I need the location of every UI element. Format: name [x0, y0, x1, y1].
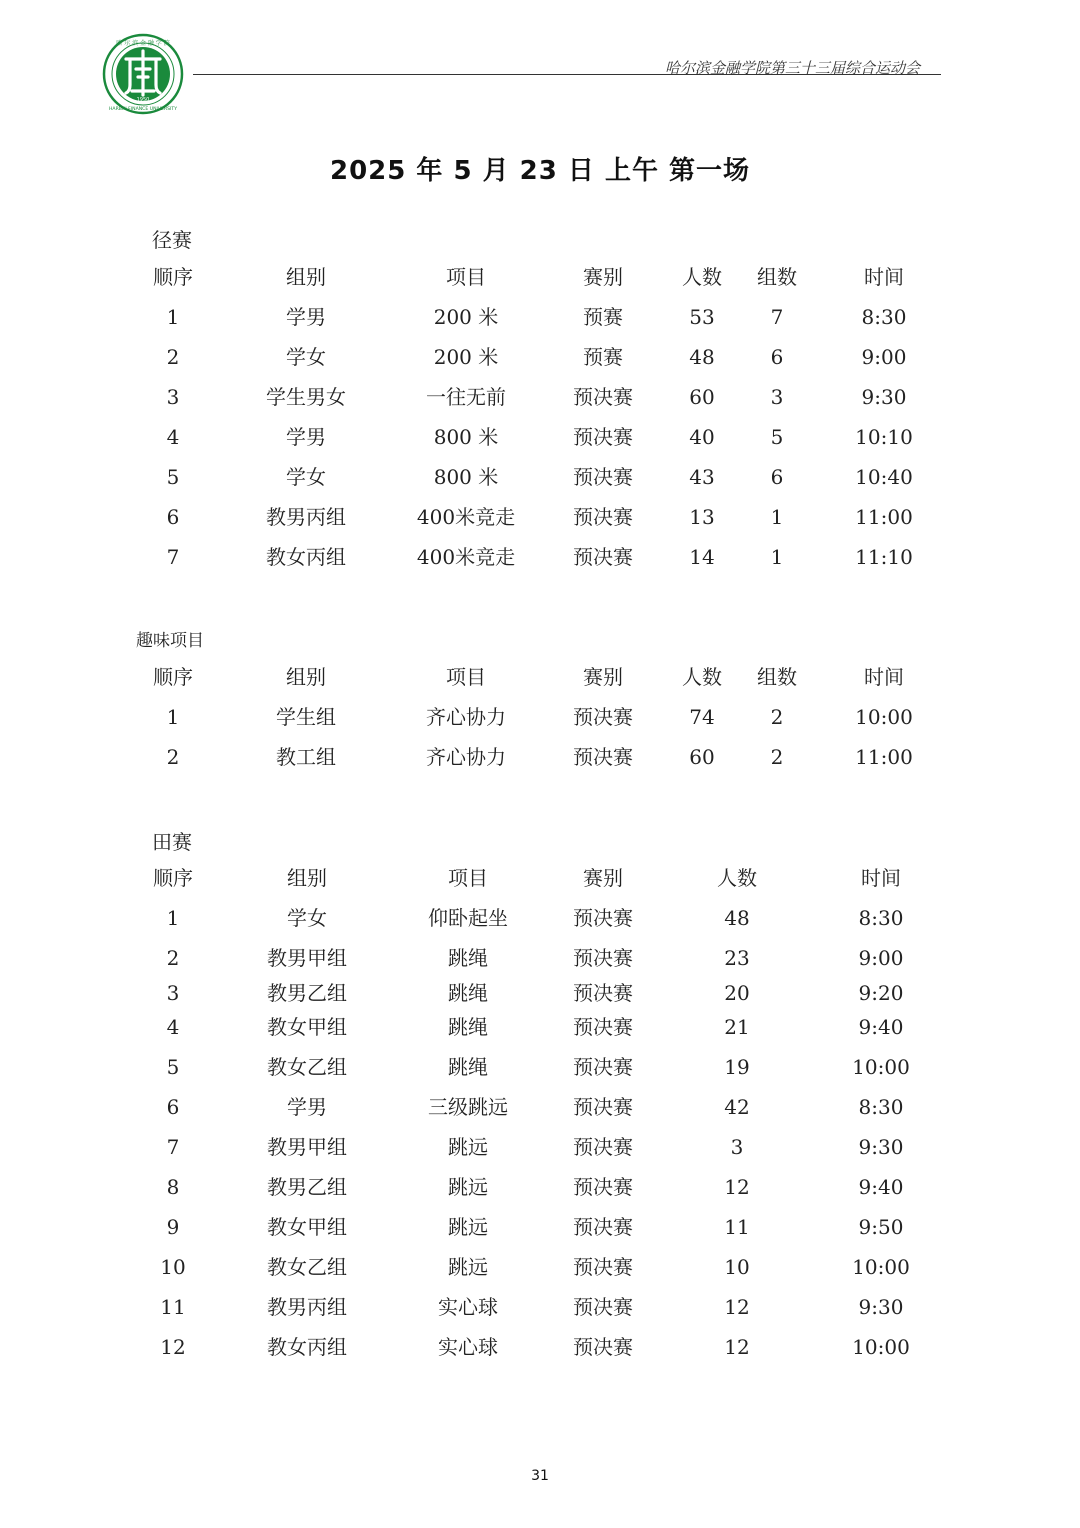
- table-cell: 9:30: [858, 1135, 904, 1159]
- table-row: [0, 1092, 1080, 1122]
- table-cell: 74: [689, 705, 715, 729]
- table-cell: 2: [166, 345, 180, 369]
- table-cell: 教女甲组: [267, 1015, 347, 1039]
- page-title: 2025 年 5 月 23 日 上午 第一场: [330, 156, 750, 186]
- table-row: [0, 502, 1080, 532]
- table-cell: 齐心协力: [426, 705, 506, 729]
- table-cell: 预决赛: [573, 465, 633, 489]
- table-cell: 9:40: [858, 1175, 904, 1199]
- table-cell: 800 米: [433, 465, 499, 489]
- table-cell: 10: [724, 1255, 750, 1279]
- table-cell: 9:30: [858, 1295, 904, 1319]
- table-cell: 10:00: [855, 705, 913, 729]
- section-title-track: 径赛: [152, 228, 192, 252]
- table-cell: 预决赛: [573, 1135, 633, 1159]
- table-cell: 14: [689, 545, 715, 569]
- table-cell: 学女: [287, 906, 327, 930]
- table-cell: 6: [166, 505, 180, 529]
- table-cell: 8:30: [858, 1095, 904, 1119]
- table-cell: 7: [166, 545, 180, 569]
- table-cell: 400米竞走: [416, 505, 516, 529]
- table-cell: 1: [770, 505, 784, 529]
- table-cell: 2: [770, 745, 784, 769]
- column-header: 赛别: [583, 665, 623, 689]
- table-cell: 10:00: [852, 1055, 910, 1079]
- table-row: [0, 1172, 1080, 1202]
- column-header: 组别: [287, 866, 327, 890]
- table-cell: 6: [166, 1095, 180, 1119]
- svg-text:HARBIN FINANCE UNIVERSITY: HARBIN FINANCE UNIVERSITY: [108, 107, 178, 112]
- table-cell: 3: [770, 385, 784, 409]
- table-cell: 1: [166, 906, 180, 930]
- table-cell: 12: [724, 1175, 750, 1199]
- header-divider: [193, 74, 941, 75]
- svg-text:1950: 1950: [136, 97, 150, 103]
- table-row: [0, 1252, 1080, 1282]
- table-cell: 9:30: [861, 385, 907, 409]
- table-cell: 21: [724, 1015, 750, 1039]
- table-cell: 7: [166, 1135, 180, 1159]
- table-cell: 实心球: [438, 1295, 498, 1319]
- table-cell: 3: [166, 981, 180, 1005]
- table-cell: 学男: [286, 305, 326, 329]
- table-cell: 9:00: [858, 946, 904, 970]
- table-row: [0, 422, 1080, 452]
- table-cell: 跳绳: [448, 1015, 488, 1039]
- table-cell: 预决赛: [573, 1295, 633, 1319]
- column-header: 赛别: [583, 265, 623, 289]
- table-cell: 教工组: [276, 745, 336, 769]
- page-number: 31: [531, 1468, 549, 1484]
- table-cell: 9:50: [858, 1215, 904, 1239]
- table-cell: 教女乙组: [267, 1255, 347, 1279]
- table-row: [0, 302, 1080, 332]
- table-cell: 跳绳: [448, 981, 488, 1005]
- table-cell: 教男乙组: [267, 981, 347, 1005]
- table-cell: 1: [166, 305, 180, 329]
- table-cell: 预决赛: [573, 1255, 633, 1279]
- university-logo-icon: [102, 33, 184, 115]
- table-cell: 三级跳远: [428, 1095, 508, 1119]
- table-cell: 跳远: [448, 1255, 488, 1279]
- header-title: 哈尔滨金融学院第三十三届综合运动会: [664, 59, 920, 77]
- table-cell: 11: [160, 1295, 186, 1319]
- table-cell: 5: [166, 465, 180, 489]
- table-cell: 预决赛: [573, 946, 633, 970]
- table-cell: 13: [689, 505, 715, 529]
- table-cell: 预决赛: [573, 1095, 633, 1119]
- table-row: [0, 702, 1080, 732]
- table-cell: 5: [166, 1055, 180, 1079]
- table-cell: 学女: [286, 465, 326, 489]
- table-row: [0, 1012, 1080, 1042]
- table-cell: 学生男女: [266, 385, 346, 409]
- table-cell: 3: [730, 1135, 744, 1159]
- table-cell: 3: [166, 385, 180, 409]
- table-row: [0, 978, 1080, 1008]
- table-cell: 教女丙组: [267, 1335, 347, 1359]
- fun-table-header: [0, 662, 1080, 692]
- table-cell: 2: [166, 745, 180, 769]
- column-header: 组数: [757, 265, 797, 289]
- table-cell: 跳远: [448, 1215, 488, 1239]
- table-row: [0, 342, 1080, 372]
- table-cell: 预决赛: [573, 385, 633, 409]
- table-row: [0, 1132, 1080, 1162]
- column-header: 赛别: [583, 866, 623, 890]
- table-cell: 预决赛: [573, 745, 633, 769]
- table-row: [0, 742, 1080, 772]
- table-row: [0, 1052, 1080, 1082]
- table-cell: 教女丙组: [266, 545, 346, 569]
- table-cell: 200 米: [433, 345, 499, 369]
- table-cell: 20: [724, 981, 750, 1005]
- table-cell: 4: [166, 1015, 180, 1039]
- table-cell: 200 米: [433, 305, 499, 329]
- table-cell: 预决赛: [573, 906, 633, 930]
- table-cell: 9:00: [861, 345, 907, 369]
- column-header: 组数: [757, 665, 797, 689]
- column-header: 组别: [286, 265, 326, 289]
- table-cell: 预决赛: [573, 1335, 633, 1359]
- column-header: 人数: [682, 665, 722, 689]
- table-cell: 6: [770, 345, 784, 369]
- table-cell: 教男乙组: [267, 1175, 347, 1199]
- table-cell: 6: [770, 465, 784, 489]
- table-cell: 学男: [286, 425, 326, 449]
- table-cell: 预决赛: [573, 505, 633, 529]
- table-cell: 实心球: [438, 1335, 498, 1359]
- table-cell: 4: [166, 425, 180, 449]
- table-cell: 11:10: [855, 545, 913, 569]
- table-cell: 教男丙组: [266, 505, 346, 529]
- table-cell: 9:40: [858, 1015, 904, 1039]
- table-cell: 跳绳: [448, 946, 488, 970]
- table-cell: 5: [770, 425, 784, 449]
- table-cell: 教女乙组: [267, 1055, 347, 1079]
- table-cell: 预决赛: [573, 545, 633, 569]
- column-header: 人数: [717, 866, 757, 890]
- table-cell: 10:00: [852, 1255, 910, 1279]
- table-row: [0, 1332, 1080, 1362]
- column-header: 顺序: [153, 866, 193, 890]
- table-cell: 12: [724, 1335, 750, 1359]
- table-cell: 48: [689, 345, 715, 369]
- table-cell: 预决赛: [573, 425, 633, 449]
- table-cell: 8: [166, 1175, 180, 1199]
- column-header: 项目: [448, 866, 488, 890]
- table-cell: 11:00: [855, 745, 913, 769]
- table-cell: 预赛: [583, 345, 623, 369]
- table-cell: 11:00: [855, 505, 913, 529]
- table-cell: 12: [160, 1335, 186, 1359]
- table-cell: 预赛: [583, 305, 623, 329]
- column-header: 时间: [864, 665, 904, 689]
- table-cell: 42: [724, 1095, 750, 1119]
- table-row: [0, 1292, 1080, 1322]
- table-row: [0, 1212, 1080, 1242]
- table-cell: 9:20: [858, 981, 904, 1005]
- table-cell: 23: [724, 946, 750, 970]
- table-cell: 40: [689, 425, 715, 449]
- column-header: 项目: [446, 265, 486, 289]
- column-header: 项目: [446, 665, 486, 689]
- table-cell: 19: [724, 1055, 750, 1079]
- table-cell: 齐心协力: [426, 745, 506, 769]
- table-cell: 12: [724, 1295, 750, 1319]
- table-cell: 学女: [286, 345, 326, 369]
- table-cell: 预决赛: [573, 1215, 633, 1239]
- table-cell: 跳远: [448, 1135, 488, 1159]
- table-cell: 10:40: [855, 465, 913, 489]
- table-cell: 跳远: [448, 1175, 488, 1199]
- table-cell: 一往无前: [426, 385, 506, 409]
- table-cell: 400米竞走: [416, 545, 516, 569]
- table-cell: 8:30: [858, 906, 904, 930]
- table-cell: 仰卧起坐: [428, 906, 508, 930]
- table-cell: 10:00: [852, 1335, 910, 1359]
- table-cell: 9: [166, 1215, 180, 1239]
- table-cell: 预决赛: [573, 1055, 633, 1079]
- svg-text:哈 尔 滨 金 融 学 院: 哈 尔 滨 金 融 学 院: [116, 40, 170, 47]
- table-row: [0, 903, 1080, 933]
- table-cell: 跳绳: [448, 1055, 488, 1079]
- column-header: 顺序: [153, 665, 193, 689]
- table-cell: 800 米: [433, 425, 499, 449]
- table-cell: 60: [689, 745, 715, 769]
- table-cell: 预决赛: [573, 1015, 633, 1039]
- table-cell: 学男: [287, 1095, 327, 1119]
- table-cell: 预决赛: [573, 705, 633, 729]
- table-row: [0, 462, 1080, 492]
- table-cell: 10: [160, 1255, 186, 1279]
- table-cell: 7: [770, 305, 784, 329]
- table-cell: 教男丙组: [267, 1295, 347, 1319]
- column-header: 时间: [861, 866, 901, 890]
- table-row: [0, 382, 1080, 412]
- table-cell: 11: [724, 1215, 750, 1239]
- column-header: 人数: [682, 265, 722, 289]
- column-header: 组别: [286, 665, 326, 689]
- table-cell: 学生组: [276, 705, 336, 729]
- table-cell: 教男甲组: [267, 946, 347, 970]
- column-header: 时间: [864, 265, 904, 289]
- table-row: [0, 542, 1080, 572]
- table-row: [0, 943, 1080, 973]
- table-cell: 43: [689, 465, 715, 489]
- table-cell: 预决赛: [573, 981, 633, 1005]
- track-table-header: [0, 262, 1080, 292]
- section-title-field: 田赛: [152, 830, 192, 854]
- table-cell: 10:10: [855, 425, 913, 449]
- table-cell: 1: [770, 545, 784, 569]
- table-cell: 8:30: [861, 305, 907, 329]
- table-cell: 48: [724, 906, 750, 930]
- table-cell: 预决赛: [573, 1175, 633, 1199]
- table-cell: 53: [689, 305, 715, 329]
- table-cell: 60: [689, 385, 715, 409]
- column-header: 顺序: [153, 265, 193, 289]
- table-cell: 1: [166, 705, 180, 729]
- table-cell: 2: [166, 946, 180, 970]
- field-table-header: [0, 863, 1080, 893]
- section-title-fun: 趣味项目: [136, 631, 204, 651]
- table-cell: 教男甲组: [267, 1135, 347, 1159]
- table-cell: 教女甲组: [267, 1215, 347, 1239]
- table-cell: 2: [770, 705, 784, 729]
